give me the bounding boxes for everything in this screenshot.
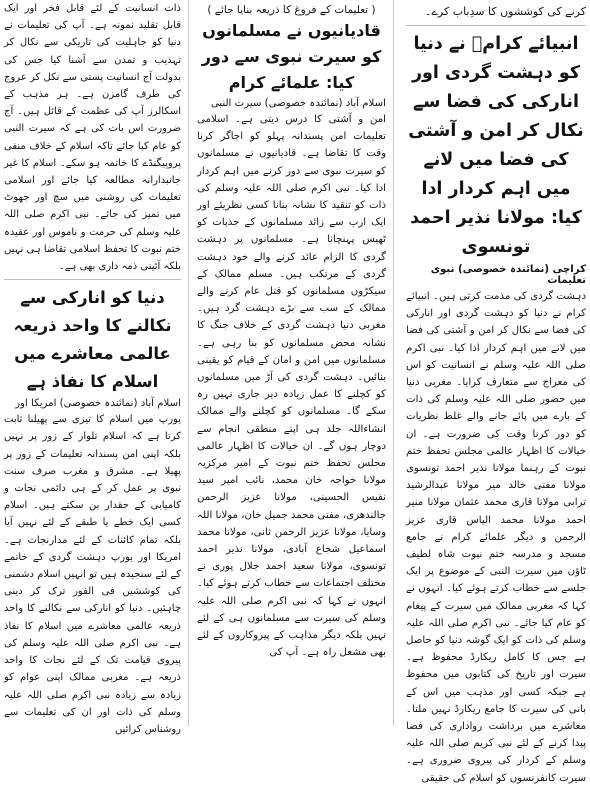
article-body-continued: ذات انسانیت کے لئے قابل فخر اور ایک قابل تقلید نمونہ ہے۔ آپ کی تعلیمات نے دنیا کو جاہلیت کی تاریکی سے نکال کر تہذیب و تمدن سے آشنا کیا جس کی بدولت آج انسانیت پستی سے نکل کر عروج کی طرف گامزن ہے۔ ہر مذہب کے اسکالرز آپ کی عظمت کے قائل ہیں۔ آج ضرورت اس بات کی ہے کہ سیرت النبی کو عام کیا جائے تاکہ اسلام کے خلاف منفی پروپیگنڈے کا خاتمہ ہو سکے۔ اسلام کا غیر جانبدارانہ مطالعہ کیا جائے اور اسلامی تعلیمات کی روشنی میں سچ اور جھوٹ میں تمیز کی جائے۔ نبی اکرم صلی اللہ علیہ وسلم کی حرمت و ناموس اور عقیدہ ختم نبوت کا تحفظ اسلامی تقاضا ہی نہیں بلکہ آئینی ذمہ داری بھی ہے۔ (4, 3, 181, 273)
headline-prophets-peace: انبیائے کرامؑ نے دنیا کو دہشت گردی اور انارکی کی فضا سے نکال کر امن و آشتی کی فضا میں لانے میں اہم کردار ادا کیا: مولانا نذیر احمد تونسوی (408, 34, 584, 257)
kicker-line: ( تعلیمات کے فروغ کا ذریعہ بنایا جائے ) (207, 4, 376, 16)
headline-qadianis: قادیانیوں نے مسلمانوں کو سیرت نبوی سے دور کیا: علمائے کرام (201, 21, 382, 92)
article-body: امن و آشتی کا درس دیتی ہے۔ اسلامی تعلیمات امن پسندانہ پہلو کو اجاگر کرنا وقت کا تقاضا ہے۔ قادیانیوں نے مسلمانوں کو سیرت نبوی سے دور کرنے میں اہم کردار ادا کیا۔ نبی اکرم صلی اللہ علیہ وسلم کی ذات کو تنقید کا نشانہ بنانا کسی نظریئے اور ایک ارب سے زائد مسلمانوں کے جذبات کو ٹھیس پہنچانا ہے۔ مسلمانوں پر دہشت گردی کا الزام عائد کرنے والے خود دہشت گردی کے مرتکب ہیں۔ مسلم ممالک کے سیکڑوں مسلمانوں کو قتل عام کرنے والے ممالک کے سب سے بڑے دہشت گرد ہیں۔ مغربی دنیا دہشت گردی کے خلاف جنگ کا نشانہ محض مسلمانوں کو بنا رہی ہے۔ مسلمانوں میں امن و امان کے قیام کو یقینی بنائیں۔ دہشت گردی کی آڑ میں مسلمانوں کو کچلنے کا عمل زیادہ دیر جاری نہیں رہ سکے گا۔ مسلمانوں کو کچلنے والے ممالک انشاءاللہ جلد ہی اپنے منطقی انجام سے دوچار ہوں گے۔ ان خیالات کا اظہار عالمی مجلس تحفظ ختم نبوت کے امیر مرکزیہ مولانا خواجہ خان محمد، نائب امیر سید نفیس الحسینی، مولانا عزیز الرحمن جالندھری، مفتی محمد جمیل خان، مولانا اللہ وسایا، مولانا عزیز الرحمن ثانی، مولانا محمد اسماعیل شجاع آبادی، مولانا نذیر احمد تونسوی، مولانا سعید احمد جلال پوری نے مختلف اجتماعات سے خطاب کرتے ہوئے کیا۔ انہوں نے کہا کہ نبی اکرم صلی اللہ علیہ وسلم کی سیرت سے مسلمانوں ہی کے لئے نہیں بلکہ دیگر مذاہب کے پیروکاروں کے لئے بھی مشعل راہ ہے۔ آپ کی (197, 114, 386, 659)
dateline: اسلام آباد (نمائندہ خصوصی) سیرت النبی (210, 98, 386, 109)
separator (4, 279, 181, 280)
continued-text: کرنے کی کوششوں کا سدِباب کرے۔ (425, 5, 586, 18)
article-body: دہشت گردی کی مذمت کرتی ہیں۔ انبیائے کرام نے دنیا کو دہشت گردی اور انارکی کی فضا سے نکال کر امن و آشتی کی فضا میں لانے میں اہم کردار ادا کیا۔ نبی اکرم صلی اللہ علیہ وسلم نے انسانیت کو اس کی معراج سے متعارف کرایا۔ مغربی دنیا میں حضور صلی اللہ علیہ وسلم کی ذات کے بارے میں پائے جانے والے غلط نظریات کو دور کرنا وقت کی ضرورت ہے۔ ان خیالات کا اظہار عالمی مجلس تحفظ ختم نبوت کے رہنما مولانا نذیر احمد تونسوی مولانا مفتی خالد میر مولانا عبدالرشید ترابی مولانا قاری محمد عثمان مولانا منیر احمد مولانا محمد الیاس قاری عزیز الرحمن و دیگر علمائے کرام نے جامع مسجد و مدرسہ ختم نبوت شاہ لطیف ٹاؤن میں سیرت النبی کے موضوع پر ایک جلسے سے خطاب کرتے ہوئے کیا۔ انہوں نے کہا کہ مغربی ممالک میں سیرت کے پیغام کو عام کیا جائے۔ نبی اکرم صلی اللہ علیہ وسلم کی ذات کو ایک گوشہ دنیا کو حاصل ہے جس کا کامل ریکارڈ محفوظ ہے۔ سیرت اور تاریخ کی کتابوں میں محفوظ ہے جبکہ کسی اور مذہب میں اس کے بانی کی سیرت کا جامع ریکارڈ نہیں ملتا۔ معاشرے میں برداشت رواداری کی فضا پیدا کرنے کے لئے نبی کریم صلی اللہ علیہ وسلم کے کردار کی پیروی ضروری ہے۔ سیرت کانفرنسوں کو اسلام کی حقیقی (406, 291, 586, 784)
column-divider (188, 0, 189, 726)
column-middle (193, 0, 390, 726)
column-right (402, 0, 590, 784)
headline-islam-implementation: دنیا کو انارکی سے نکالنے کا واحد ذریعہ عالمی معاشرے میں اسلام کا نفاذ ہے (13, 288, 172, 392)
column-left (0, 0, 185, 735)
dateline: کراچی (نمائندہ خصوصی) نبوی تعلیمات (430, 264, 586, 286)
column-divider (393, 0, 394, 726)
dateline: اسلام آباد (نمائندہ خصوصی) امریکا اور (15, 398, 181, 410)
separator (406, 25, 586, 26)
article-body: یورپ میں اسلام کا تیزی سے پھیلنا ثابت کرتا ہے کہ اسلام تلوار کے زور پر نہیں بلکہ اپنی امن پسندانہ تعلیمات کے زور پر پھیلا ہے۔ مشرق و مغرب صرف سنت نبوی پر عمل کر کے ہی دائمی نجات و کامیابی کے حقدار بن سکتے ہیں۔ اسلام کسی ایک خطے یا طبقے کے لئے نہیں آیا بلکہ تمام کائنات کے لئے مدارنجات ہے۔ امریکا اور یورپ دہشت گردی کے خاتمے کے لئے سنجیدہ ہیں تو انہیں اسلام دشمنی کی کوششیں فی الفور ترک کر دینی چاہئیں۔ دنیا کو انارکی سے نکالنے کا واحد ذریعہ عالمی معاشرے میں اسلام کا نفاذ ہے۔ نبی اکرم صلی اللہ علیہ وسلم کی پیروی قیامت تک کے لئے نجات کا واحد ذریعہ ہے۔ مغربی ممالک اپنی عوام کو زیادہ سے زیادہ نبی اکرم صلی اللہ علیہ وسلم کی ذات اور ان کی تعلیمات سے روشناس کرائیں (4, 414, 181, 735)
